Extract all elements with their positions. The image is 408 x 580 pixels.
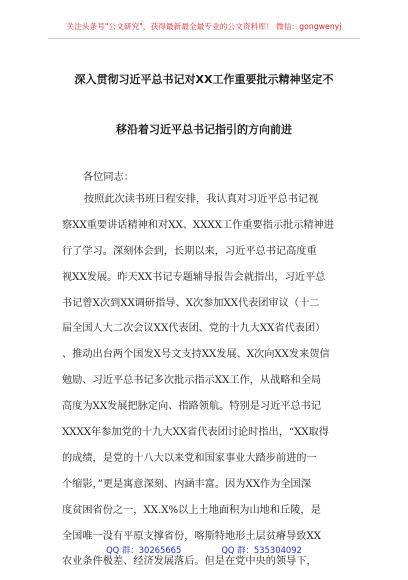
footer-qq-group-2: QQ 群：535304092	[221, 545, 302, 555]
body-line: 察XX重要讲话精神和对XX、XXXX工作重要指示批示精神进	[62, 219, 334, 231]
document-title-line-2: 移沿着习近平总书记指引的方向前进	[116, 123, 292, 136]
body-line: 高度为XX发展把脉定向、指路领航。特别是习近平总书记	[62, 401, 322, 413]
body-line: 视XX发展。昨天XX书记专题辅导报告会就指出，习近平总	[62, 271, 326, 283]
footer-qq-group-1: QQ 群：30265665	[106, 545, 182, 555]
body-text	[62, 187, 350, 575]
body-line: 个缩影，”更是寓意深刻、内涵丰富。因为XX作为全国深	[62, 478, 311, 490]
body-line: 度贫困省份之一，XX.X%以上土地面积为山地和丘陵，是	[62, 504, 321, 516]
header-note: 关注头条号"公文研究"，获得最新最全最专业的公文资料库！ 微信：gongwenyj	[66, 22, 342, 31]
body-line: 行了学习。深刻体会到，长期以来，习近平总书记高度重	[62, 245, 317, 257]
body-line: 届全国人大二次会议XX代表团、党的十九大XX省代表团）	[62, 323, 326, 335]
greeting: 各位同志：	[83, 172, 134, 183]
footer	[0, 544, 408, 556]
body-line: 全国唯一没有平原支撑省份，喀斯特地形土层贫瘠导致XX	[62, 530, 322, 542]
document-title-line-1: 深入贯彻习近平总书记对XX工作重要批示精神坚定不	[74, 73, 334, 86]
body-line: 勉励、习近平总书记多次批示指示XX工作，从战略和全局	[62, 375, 322, 387]
body-line: 的成绩，是党的十八大以来党和国家事业大踏步前进的一	[62, 452, 317, 464]
body-line: 书记曾X次到XX调研指导、X次参加XX代表团审议（十二	[62, 297, 320, 309]
body-line: XXXX年参加党的十九大XX省代表团讨论时指出，“XX取得	[62, 427, 329, 439]
body-line: 按照此次读书班日程安排，我认真对习近平总书记视	[84, 194, 319, 205]
header-divider	[48, 38, 360, 39]
body-line: 农业条件极差、经济发展落后。但是在党中央的领导下，	[62, 556, 317, 568]
body-line: 、推动出台两个国发X号文支持XX发展、X次向XX发来贺信	[62, 349, 330, 361]
